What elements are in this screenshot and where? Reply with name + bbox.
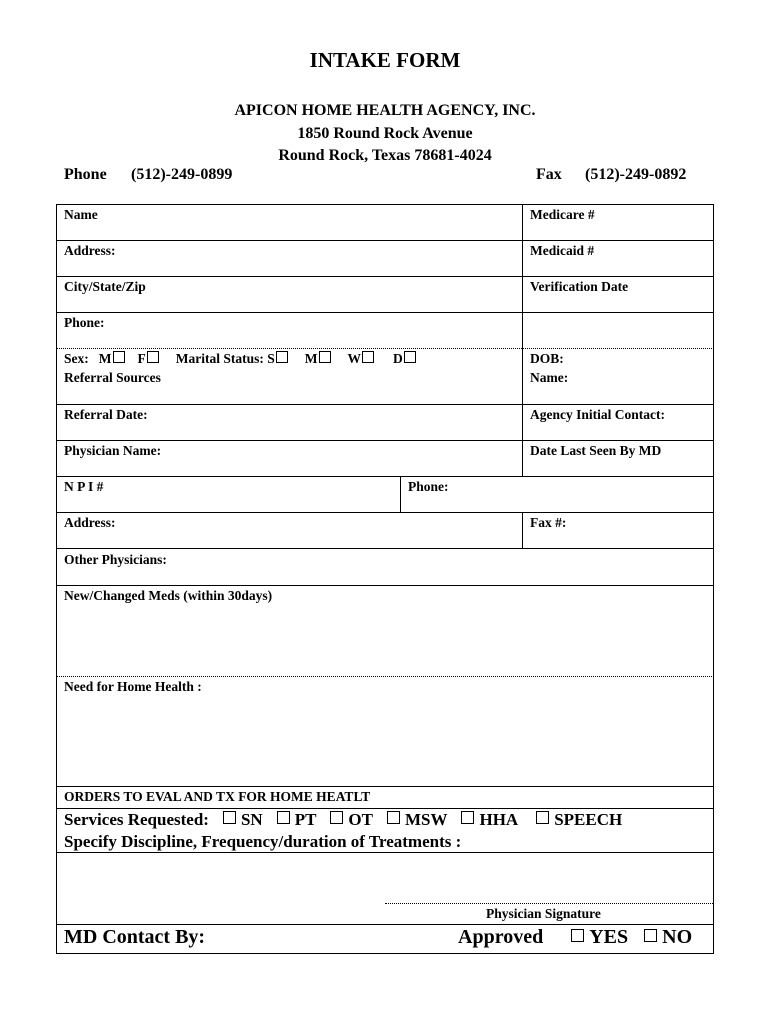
new-changed-meds-label: New/Changed Meds (within 30days) — [64, 588, 273, 603]
physician-signature-label: Physician Signature — [486, 906, 601, 921]
agency-name: APICON HOME HEALTH AGENCY, INC. — [234, 102, 536, 119]
agency-initial-contact-label: Agency Initial Contact: — [530, 407, 665, 422]
service-speech-checkbox[interactable] — [536, 811, 549, 824]
referral-name-label: Name: — [530, 370, 569, 385]
agency-street: 1850 Round Rock Avenue — [297, 125, 473, 142]
date-last-seen-label: Date Last Seen By MD — [530, 443, 662, 458]
approved-label: Approved — [458, 926, 544, 948]
medicaid-label: Medicaid # — [530, 243, 595, 258]
form-title: INTAKE FORM — [309, 48, 461, 72]
approved-no-label: NO — [662, 926, 693, 948]
agency-fax: (512)-249-0892 — [585, 166, 687, 183]
sex-f-label: F — [137, 351, 146, 366]
service-sn-checkbox[interactable] — [223, 811, 236, 824]
service-ot-checkbox[interactable] — [330, 811, 343, 824]
sex-marital-row — [64, 351, 419, 367]
name-label: Name — [64, 207, 98, 222]
service-ot-label: OT — [348, 810, 373, 829]
npi-label: N P I # — [64, 479, 104, 494]
approved-yes-label: YES — [589, 926, 629, 948]
approved-no-checkbox[interactable] — [644, 929, 657, 942]
physician-name-label: Physician Name: — [64, 443, 162, 458]
physician-address-label: Address: — [64, 515, 116, 530]
sex-label: Sex: — [64, 351, 89, 366]
md-contact-label: MD Contact By: — [64, 926, 206, 948]
sex-f-checkbox[interactable] — [147, 351, 159, 363]
marital-m-label: M — [304, 351, 318, 366]
marital-d-checkbox[interactable] — [404, 351, 416, 363]
marital-d-label: D — [393, 351, 403, 366]
referral-sources-label: Referral Sources — [64, 370, 161, 385]
service-msw-checkbox[interactable] — [387, 811, 400, 824]
specify-discipline-label: Specify Discipline, Frequency/duration of Treatments : — [64, 832, 462, 851]
agency-fax-label: Fax — [536, 166, 562, 183]
city-state-zip-label: City/State/Zip — [64, 279, 146, 294]
agency-phone: (512)-249-0899 — [131, 166, 233, 183]
referral-date-label: Referral Date: — [64, 407, 148, 422]
verification-date-label: Verification Date — [530, 279, 629, 294]
service-speech-label: SPEECH — [554, 810, 623, 829]
phone-label: Phone: — [64, 315, 105, 330]
approved-yes-checkbox[interactable] — [571, 929, 584, 942]
marital-s-checkbox[interactable] — [276, 351, 288, 363]
need-home-health-label: Need for Home Health : — [64, 679, 202, 694]
service-hha-label: HHA — [479, 810, 519, 829]
service-hha-checkbox[interactable] — [461, 811, 474, 824]
agency-city: Round Rock, Texas 78681-4024 — [278, 147, 492, 164]
service-pt-checkbox[interactable] — [277, 811, 290, 824]
marital-w-checkbox[interactable] — [362, 351, 374, 363]
sex-m-checkbox[interactable] — [113, 351, 125, 363]
sex-m-label: M — [98, 351, 112, 366]
service-msw-label: MSW — [404, 810, 448, 829]
approval-row — [458, 926, 692, 949]
dob-label: DOB: — [530, 351, 564, 366]
physician-phone-label: Phone: — [408, 479, 449, 494]
other-physicians-label: Other Physicians: — [64, 552, 167, 567]
marital-m-checkbox[interactable] — [319, 351, 331, 363]
medicare-label: Medicare # — [530, 207, 595, 222]
service-pt-label: PT — [294, 810, 317, 829]
marital-w-label: W — [347, 351, 361, 366]
service-sn-label: SN — [240, 810, 263, 829]
physician-fax-label: Fax #: — [530, 515, 567, 530]
marital-status-label: Marital Status: S — [175, 351, 275, 366]
services-requested-label: Services Requested: — [64, 810, 209, 829]
address-label: Address: — [64, 243, 116, 258]
services-requested-row — [64, 810, 622, 830]
orders-heading: ORDERS TO EVAL AND TX FOR HOME HEATLT — [64, 789, 371, 804]
agency-phone-label: Phone — [64, 166, 107, 183]
